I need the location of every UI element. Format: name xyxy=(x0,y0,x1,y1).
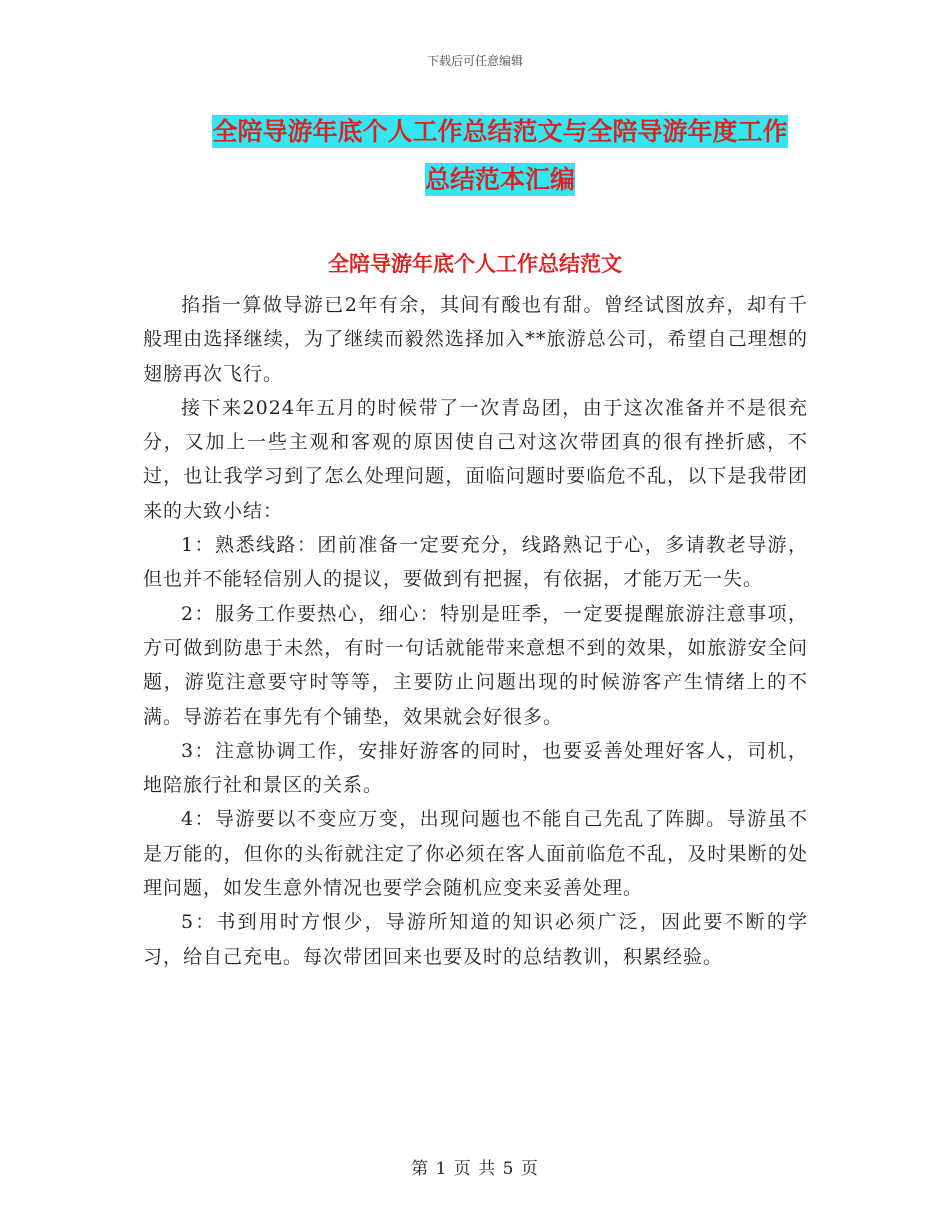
document-title xyxy=(170,108,830,204)
document-title-line-1: 全陪导游年底个人工作总结范文与全陪导游年度工作 xyxy=(212,117,788,146)
paragraph: 2：服务工作要热心，细心：特别是旺季，一定要提醒旅游注意事项，方可做到防患于未然，有时一句话就能带来意想不到的效果，如旅游安全问题，游览注意要守时等等，主要防止问题出现的时候游客产生情绪上的不满。导游若在事先有个铺垫，效果就会好很多。 xyxy=(143,602,808,728)
document-body xyxy=(143,288,808,974)
paragraph: 1：熟悉线路：团前准备一定要充分，线路熟记于心，多请教老导游，但也并不能轻信别人的提议，要做到有把握，有依据，才能万无一失。 xyxy=(143,534,808,591)
header-note: 下载后可任意编辑 xyxy=(426,54,523,68)
page-footer: 第 1 页 共 5 页 xyxy=(411,1159,539,1179)
paragraph: 接下来2024年五月的时候带了一次青岛团，由于这次准备并不是很充分，又加上一些主观和客观的原因使自己对这次带团真的很有挫折感，不过，也让我学习到了怎么处理问题，面临问题时要临危不乱，以下是我带团来的大致小结： xyxy=(143,396,808,522)
paragraph: 4：导游要以不变应万变，出现问题也不能自己先乱了阵脚。导游虽不是万能的，但你的头衔就注定了你必须在客人面前临危不乱，及时果断的处理问题，如发生意外情况也要学会随机应变来妥善处理。 xyxy=(143,808,808,900)
paragraph: 3：注意协调工作，安排好游客的同时，也要妥善处理好客人，司机，地陪旅行社和景区的关系。 xyxy=(143,739,808,797)
section-title: 全陪导游年底个人工作总结范文 xyxy=(328,252,622,276)
paragraph: 掐指一算做导游已2年有余，其间有酸也有甜。曾经试图放弃，却有千般理由选择继续，为了继续而毅然选择加入**旅游总公司，希望自己理想的翅膀再次飞行。 xyxy=(143,294,808,385)
paragraph: 5：书到用时方恨少，导游所知道的知识必须广泛，因此要不断的学习，给自己充电。每次带团回来也要及时的总结教训，积累经验。 xyxy=(143,911,808,968)
document-title-line-2: 总结范本汇编 xyxy=(424,165,575,194)
